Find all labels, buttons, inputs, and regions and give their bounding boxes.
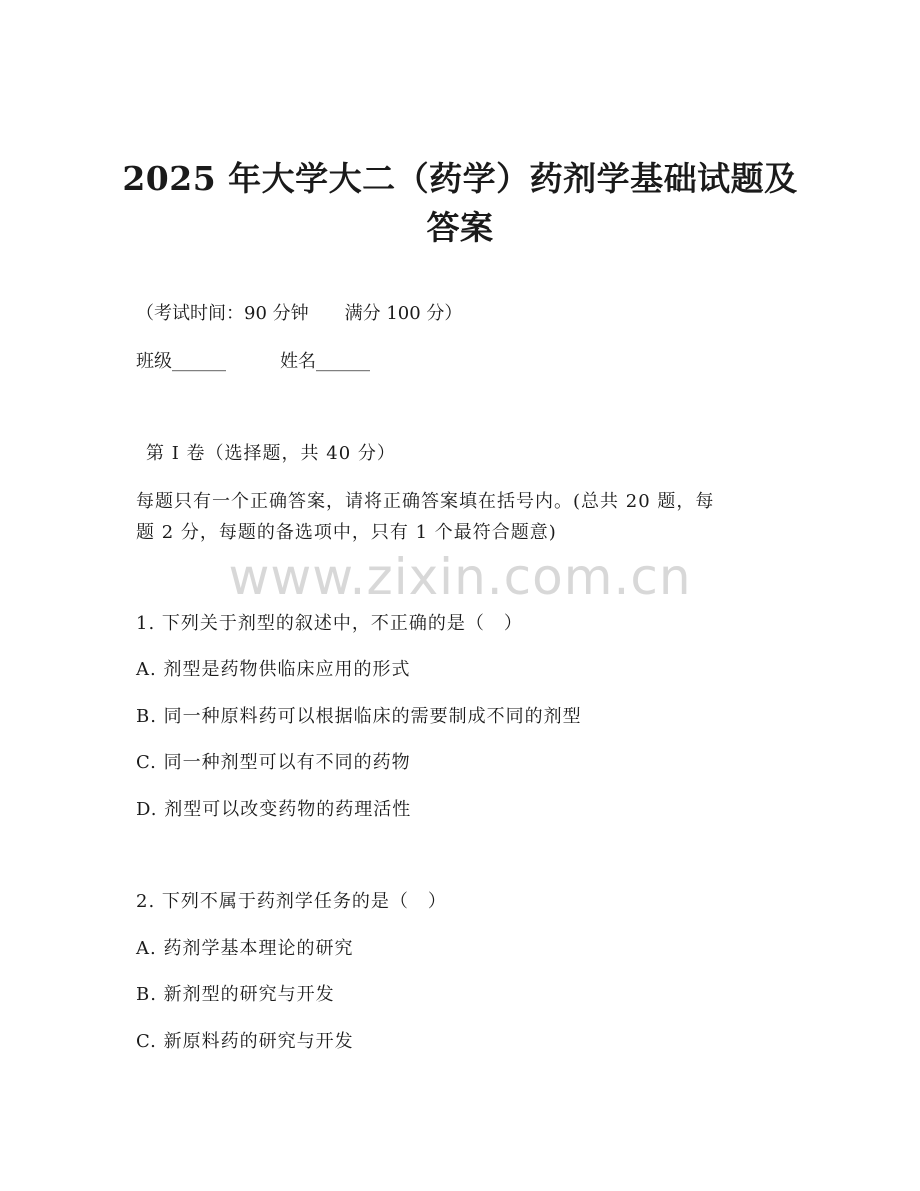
document-title-line-1: 2025 年大学大二（药学）药剂学基础试题及 [122, 159, 798, 198]
question-1-option-a: A. 剂型是药物供临床应用的形式 [136, 659, 411, 680]
question-2-stem: 2. 下列不属于药剂学任务的是（ ） [136, 891, 447, 912]
question-2-option-b: B. 新剂型的研究与开发 [136, 984, 335, 1005]
document-title-line-2: 答案 [426, 208, 494, 247]
question-1-option-b: B. 同一种原料药可以根据临床的需要制成不同的剂型 [136, 706, 582, 727]
question-1-option-c: C. 同一种剂型可以有不同的药物 [136, 752, 411, 773]
instructions-line-2: 题 2 分，每题的备选项中，只有 1 个最符合题意) [136, 522, 557, 543]
section-heading: 第 I 卷（选择题，共 40 分） [146, 443, 396, 464]
question-1-option-d: D. 剂型可以改变药物的药理活性 [136, 799, 412, 820]
exam-info: （考试时间：90 分钟 满分 100 分） [136, 303, 463, 324]
class-name-fields: 班级______ 姓名______ [136, 351, 370, 372]
instructions-line-1: 每题只有一个正确答案，请将正确答案填在括号内。(总共 20 题，每 [136, 491, 715, 512]
watermark: www.zixin.com.cn [228, 548, 692, 606]
question-2-option-a: A. 药剂学基本理论的研究 [136, 938, 354, 959]
question-2-option-c: C. 新原料药的研究与开发 [136, 1031, 354, 1052]
question-1-stem: 1. 下列关于剂型的叙述中，不正确的是（ ） [136, 613, 523, 634]
